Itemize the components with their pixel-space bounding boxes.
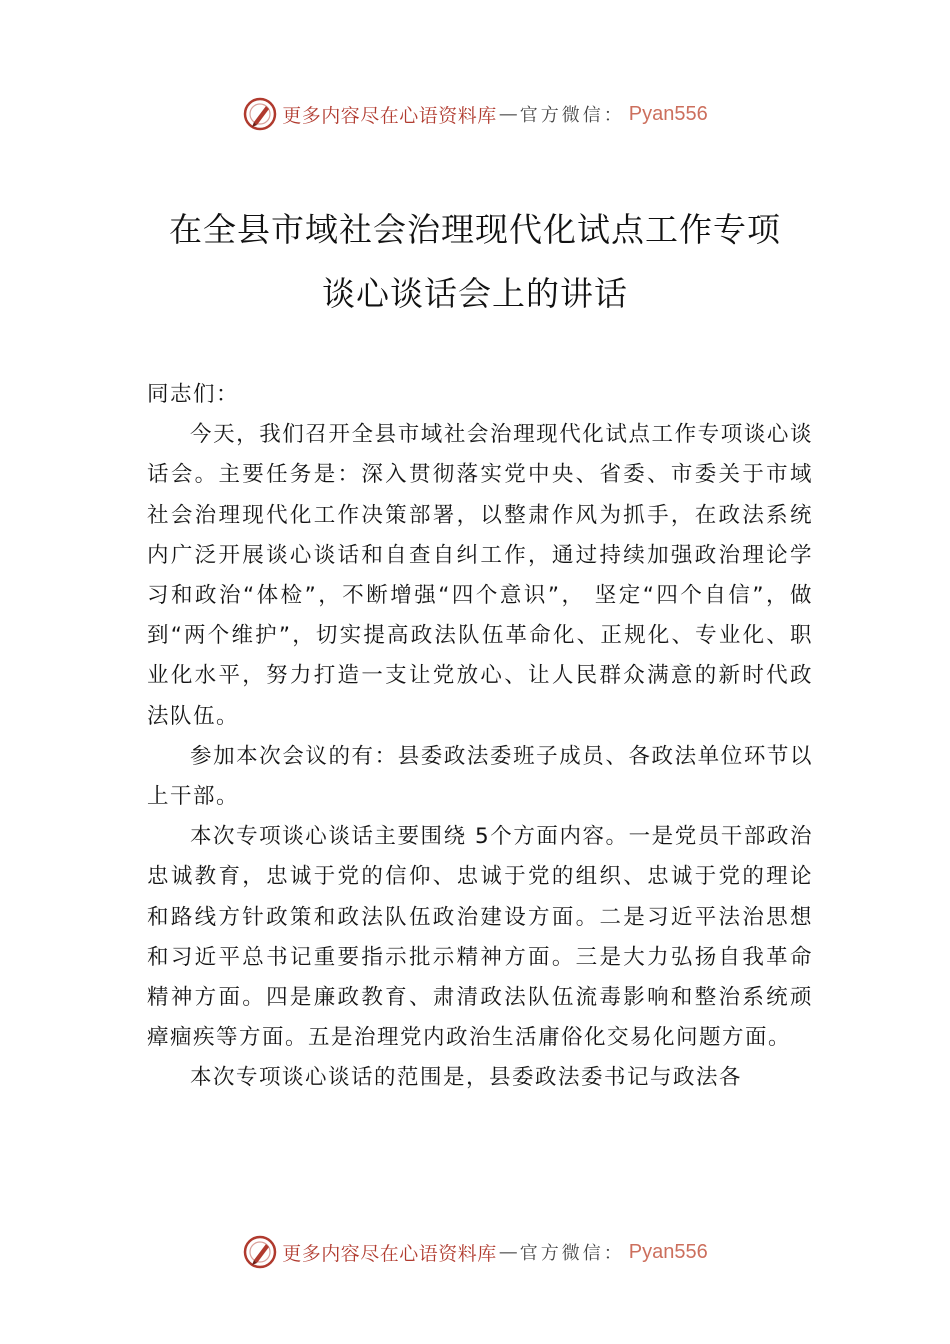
paragraph: 今天，我们召开全县市域社会治理现代化试点工作专项谈心谈话会。主要任务是：深入贯彻落实党中央、省委、市委关于市域社会治理现代化工作决策部署，以整肃作风为抓手，在政法系统内广泛开展谈心谈话和自查自纠工作，通过持续加强政治理论学习和政治“体检”，不断增强“四个意识”， 坚定“四个自信”，做到“两个维护”，切实提高政法队伍革命化、正规化、专业化、职业化水平，努力打造一支让党放心、让人民群众满意的新时代政法队伍。 <box>147 422 813 729</box>
banner-separator: — <box>498 103 518 125</box>
footer-banner <box>0 1232 950 1272</box>
document-title-line1: 在全县市域社会治理现代化试点工作专项 <box>169 210 781 249</box>
document-title-line2: 谈心谈话会上的讲话 <box>322 274 628 313</box>
paragraph: 本次专项谈心谈话的范围是，县委政法委书记与政法各 <box>190 1065 743 1091</box>
banner-separator: — <box>498 1241 518 1263</box>
banner-subtitle: 官方微信： <box>519 1243 625 1264</box>
pen-nib-logo-icon <box>242 96 278 132</box>
banner-brand: 更多内容尽在心语资料库 <box>282 104 497 127</box>
document-body <box>147 375 813 1099</box>
paragraph: 本次专项谈心谈话主要围绕 5个方面内容。一是党员干部政治忠诚教育，忠诚于党的信仰、忠诚于党的组织、忠诚于党的理论和路线方针政策和政法队伍政治建设方面。二是习近平法治思想和习近平总书记重要指示批示精神方面。三是大力弘扬自我革命精神方面。四是廉政教育、肃清政法队伍流毒影响和整治系统顽瘴痼疾等方面。五是治理党内政治生活庸俗化交易化问题方面。 <box>147 824 813 1051</box>
banner-wechat-id: Pyan556 <box>628 102 708 125</box>
pen-nib-logo-icon <box>242 1234 278 1270</box>
paragraph: 参加本次会议的有：县委政法委班子成员、各政法单位环节以上干部。 <box>147 743 813 810</box>
salutation: 同志们： <box>147 382 240 407</box>
header-banner <box>0 94 950 134</box>
banner-subtitle: 官方微信： <box>519 105 625 126</box>
banner-brand: 更多内容尽在心语资料库 <box>282 1242 497 1265</box>
banner-wechat-id: Pyan556 <box>628 1240 708 1263</box>
